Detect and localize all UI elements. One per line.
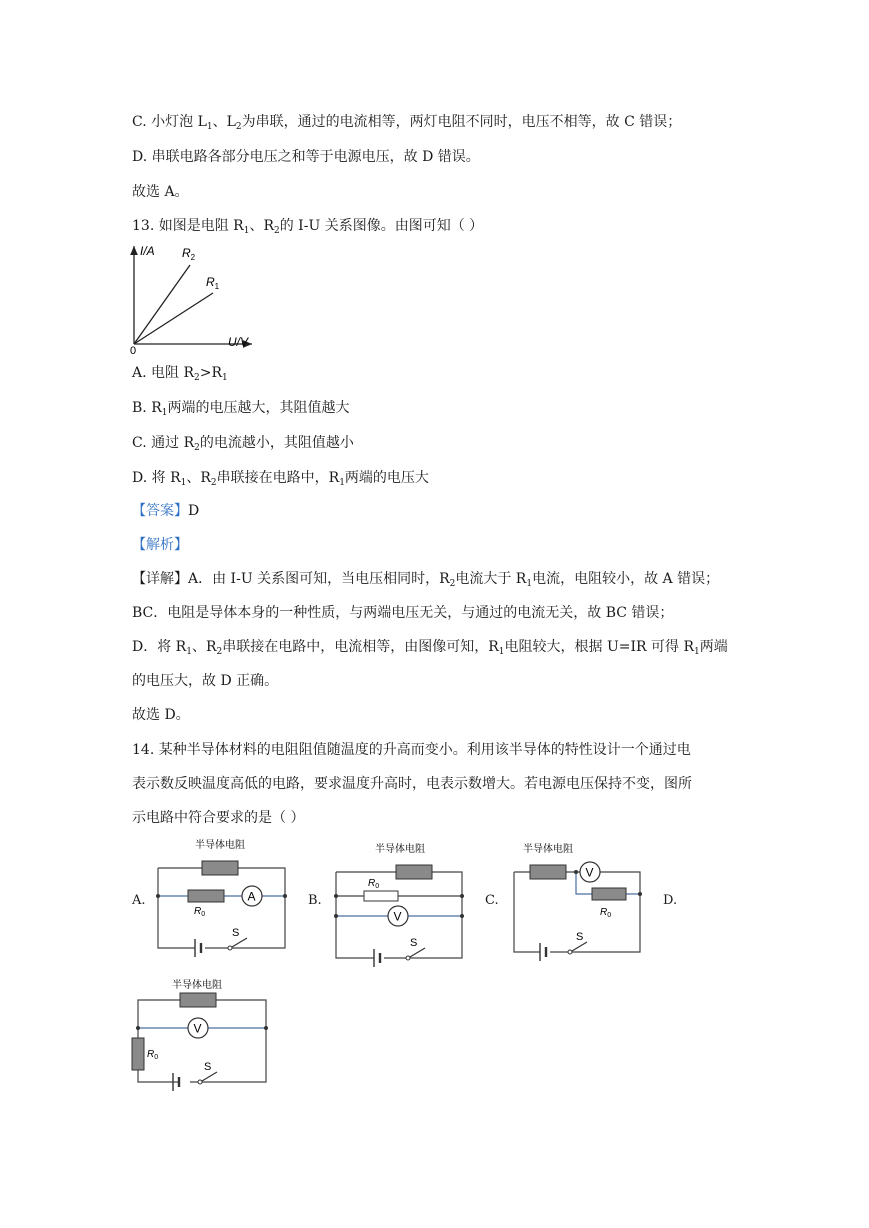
r0-resistor: [592, 888, 626, 900]
svg-text:S: S: [232, 927, 240, 939]
circuit-a[interactable]: [150, 836, 290, 958]
r0-resistor: [364, 891, 398, 901]
q14-option-a-label[interactable]: A.: [132, 893, 146, 908]
semi-resistor: [202, 861, 238, 875]
q14-stem-line-1: 14. 某种半导体材料的电阻阻值随温度的升高而变小。利用该半导体的特性设计一个通过电: [132, 742, 691, 758]
switch: [572, 942, 587, 951]
switch: [232, 938, 247, 947]
semi-resistor: [180, 993, 216, 1007]
q14-option-d-label[interactable]: D.: [663, 893, 678, 908]
prev-option-d: D. 串联电路各部分电压之和等于电源电压，故 D 错误。: [132, 149, 480, 165]
svg-text:V: V: [585, 865, 594, 880]
semi-label: 半导体电阻: [172, 980, 222, 991]
svg-text:V: V: [393, 909, 402, 924]
q13-answer: 【答案】D: [132, 503, 200, 519]
q13-stem: 13. 如图是电阻 $R_1$、$R_2$的 I-U 关系图像。由图可知（ ）: [132, 218, 484, 236]
r0-resistor: [132, 1038, 144, 1070]
q14-option-b-label[interactable]: B.: [308, 893, 322, 908]
q13-detail-4: 的电压大，故 D 正确。: [132, 673, 279, 689]
svg-text:S: S: [204, 1061, 212, 1073]
q13-detail-2: BC．电阻是导体本身的一种性质，与两端电压无关，与通过的电流无关，故 BC 错误；: [132, 605, 674, 621]
q14-stem-line-3: 示电路中符合要求的是（ ）: [132, 810, 305, 826]
semi-resistor: [530, 865, 566, 879]
r0-resistor: [188, 890, 224, 902]
q13-option-b[interactable]: B. $R_1$两端的电压越大，其阻值越大: [132, 400, 350, 418]
q13-option-a[interactable]: A. 电阻 $R_2>R_1$: [132, 365, 228, 383]
semi-label: 半导体电阻: [195, 840, 245, 851]
y-axis-label: I/A: [140, 244, 155, 258]
svg-text:S: S: [410, 937, 418, 949]
prev-choose: 故选 A。: [132, 184, 189, 200]
origin-label: 0: [130, 345, 137, 355]
semi-label: 半导体电阻: [375, 844, 425, 855]
r0-label: $R_0$: [368, 878, 380, 890]
svg-text:V: V: [193, 1021, 202, 1036]
svg-text:S: S: [576, 931, 584, 943]
circuit-d[interactable]: [128, 970, 273, 1092]
switch: [410, 948, 425, 957]
r2-line: [134, 265, 190, 344]
r0-label: $R_0$: [147, 1049, 159, 1061]
q13-analysis-tag: 【解析】: [132, 537, 188, 553]
r0-label: $R_0$: [600, 907, 612, 919]
r1-line: [134, 293, 213, 344]
switch: [202, 1072, 217, 1081]
q13-detail-3: D．将 $R_1$、$R_2$串联接在电路中，电流相等，由图像可知，$R_1$电阻较大，根据 U=IR 可得 $R_1$两端: [132, 639, 728, 657]
svg-text:A: A: [247, 889, 256, 904]
iu-graph: [120, 240, 270, 355]
r2-label: $R_2$: [182, 246, 196, 262]
q13-choose: 故选 D。: [132, 707, 190, 723]
circuit-b[interactable]: [328, 836, 468, 968]
x-axis-label: U/V: [228, 335, 249, 349]
q13-option-c[interactable]: C. 通过 $R_2$的电流越小，其阻值越小: [132, 435, 354, 453]
semi-label: 半导体电阻: [523, 844, 573, 855]
q14-option-c-label[interactable]: C.: [485, 893, 499, 908]
prev-option-c: C. 小灯泡 $L_1$、$L_2$为串联，通过的电流相等，两灯电阻不同时，电压不相等，故 C 错误；: [132, 114, 682, 132]
circuit-c[interactable]: [506, 836, 646, 962]
q13-detail-1: 【详解】A．由 I-U 关系图可知，当电压相同时，$R_2$电流大于 $R_1$电流，电阻较小，故 A 错误；: [132, 571, 720, 589]
q14-stem-line-2: 表示数反映温度高低的电路，要求温度升高时，电表示数增大。若电源电压保持不变，图所: [132, 776, 692, 792]
q13-option-d[interactable]: D. 将 $R_1$、$R_2$串联接在电路中，$R_1$两端的电压大: [132, 470, 429, 488]
semi-resistor: [396, 865, 432, 879]
r0-label: $R_0$: [194, 906, 206, 918]
r1-label: $R_1$: [206, 275, 220, 291]
